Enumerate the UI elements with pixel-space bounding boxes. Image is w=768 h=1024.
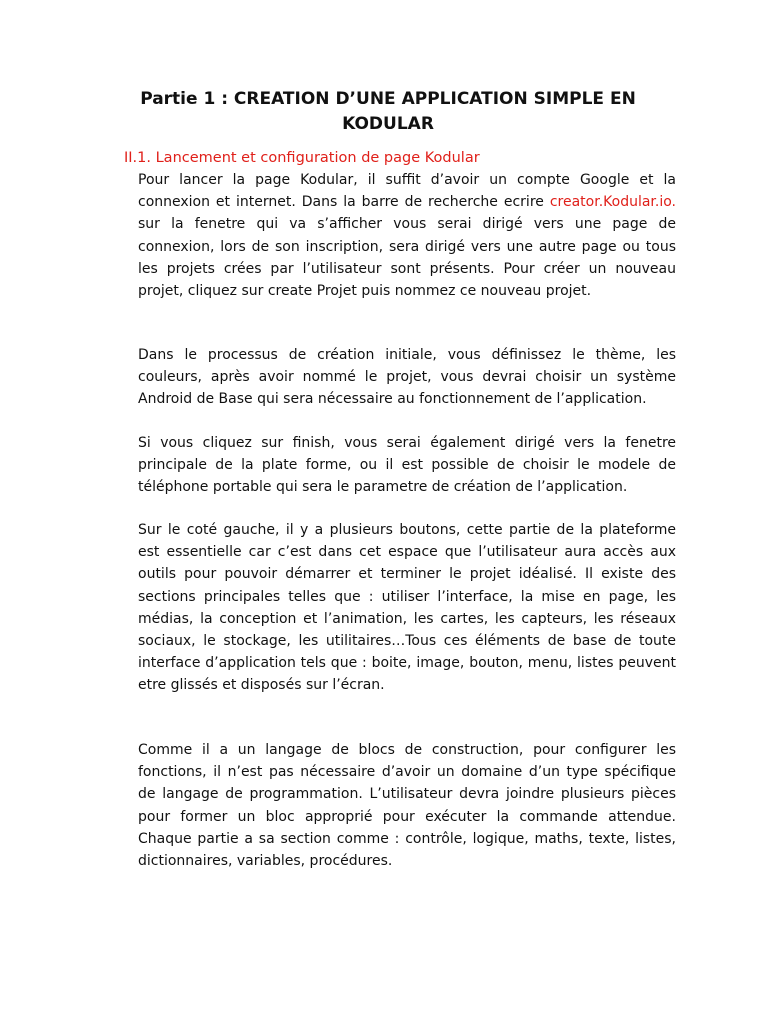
- paragraph-3: Si vous cliquez sur finish, vous serai également dirigé vers la fenetre principale de la plate forme, ou il est possible de choisir le modele de téléphone portable qui sera le parametre de création de l’application.: [138, 435, 676, 496]
- paragraph-1-text-start: Pour lancer la page Kodular, il suffit d’avoir un compte Google et la connexion et internet. Dans la barre de recherche ecrire: [138, 172, 676, 211]
- paragraph-5: Comme il a un langage de blocs de construction, pour configurer les fonctions, il n’est pas nécessaire d’avoir un domaine d’un type spécifique de langage de programmation. L’utilisateur devra joindre plusieurs pièces pour former un bloc approprié pour exécuter la commande attendue. Chaque partie a sa section comme : contrôle, logique, maths, texte, listes, dictionnaires, variables, procédures.: [138, 742, 676, 870]
- paragraph-1-text-end: sur la fenetre qui va s’afficher vous serai dirigé vers une page de connexion, lors de son inscription, sera dirigé vers une autre page ou tous les projets crées par l’utilisateur sont présents. Pour créer un nouveau projet, cliquez sur create Projet puis nommez ce nouveau projet.: [138, 216, 676, 300]
- paragraph-1: [138, 169, 676, 302]
- document-title-line-1: Partie 1 : CREATION D’UNE APPLICATION SIMPLE EN: [140, 89, 636, 109]
- paragraph-2: Dans le processus de création initiale, vous définissez le thème, les couleurs, après avoir nommé le projet, vous devrai choisir un système Android de Base qui sera nécessaire au fonctionnement de l’application.: [138, 347, 676, 408]
- document-title-line-2: KODULAR: [342, 114, 434, 134]
- paragraph-4: Sur le coté gauche, il y a plusieurs boutons, cette partie de la plateforme est essentielle car c’est dans cet espace que l’utilisateur aura accès aux outils pour pouvoir démarrer et terminer le projet idéalisé. Il existe des sections principales telles que : utiliser l’interface, la mise en page, les médias, la conception et l’animation, les cartes, les capteurs, les réseaux sociaux, le stockage, les utilitaires…Tous ces éléments de base de toute interface d’application tels que : boite, image, bouton, menu, listes peuvent etre glissés et disposés sur l’écran.: [138, 522, 676, 694]
- section-heading: II.1. Lancement et configuration de page Kodular: [124, 150, 480, 166]
- kodular-link[interactable]: creator.Kodular.io.: [549, 194, 676, 211]
